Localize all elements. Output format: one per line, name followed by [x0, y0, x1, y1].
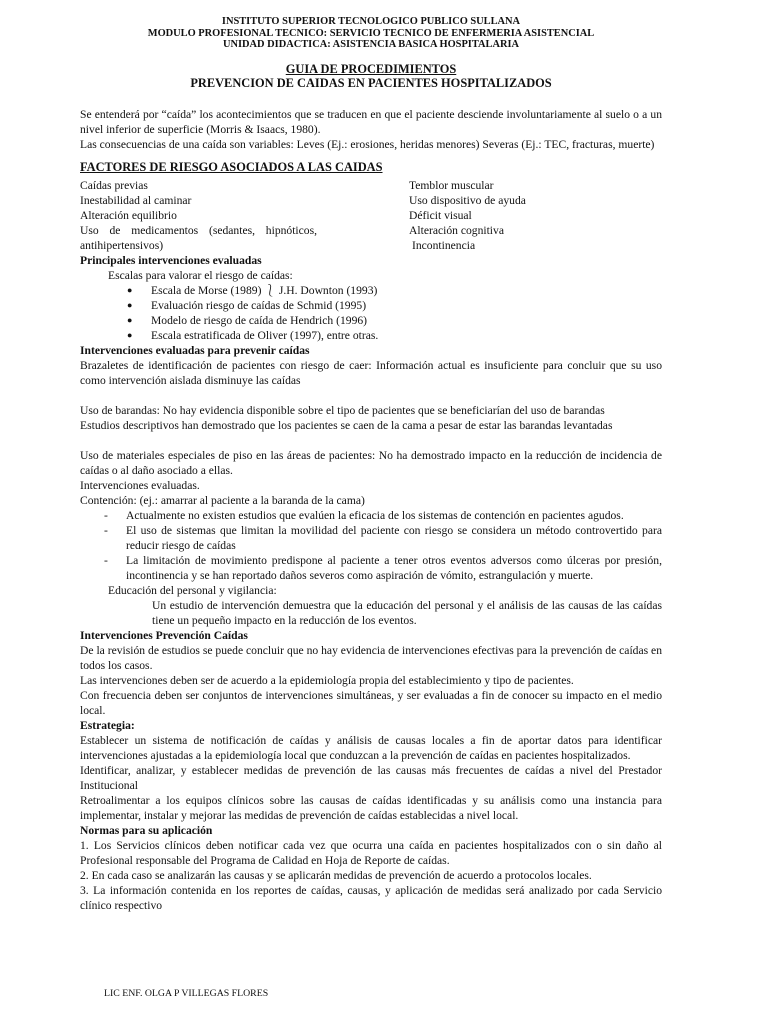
- norm-item: 1. Los Servicios clínicos deben notificar cada vez que ocurra una caída en pacientes hospitalizados con o sin daño al Profesional responsable del Programa de Calidad en Hoja de Reporte de caídas.: [80, 838, 662, 867]
- risk-factors-left-column: [80, 178, 317, 253]
- prevention-paragraph: De la revisión de estudios se puede concluir que no hay evidencia de intervenciones efectivas para la prevención de caídas en todos los casos.: [80, 643, 662, 672]
- document-title: [80, 62, 662, 91]
- prevention-paragraph: Con frecuencia deben ser conjuntos de intervenciones simultáneas, y ser evaluadas a fin de conocer su impacto en el medio local.: [80, 688, 662, 717]
- document-page: [80, 16, 662, 913]
- author-footer: LIC ENF. OLGA P VILLEGAS FLORES: [104, 988, 269, 999]
- risk-factor-item: Incontinencia: [412, 238, 476, 252]
- intro-consequences: Las consecuencias de una caída son variables: Leves (Ej.: erosiones, heridas menores) Severas (Ej.: TEC, fracturas, muerte): [80, 137, 655, 151]
- risk-factor-item: Déficit visual: [409, 208, 472, 222]
- list-item: - El uso de sistemas que limitan la movilidad del paciente con riesgo se considera un método controvertido para reducir riesgo de caídas: [104, 523, 662, 553]
- floor-materials-paragraph: Uso de materiales especiales de piso en las áreas de pacientes: No ha demostrado impacto en la reducción de incidencia de caídas o al daño asociado a ellas.: [80, 448, 662, 477]
- scales-intro: Escalas para valorar el riesgo de caídas:: [108, 268, 293, 282]
- institution-header: [80, 16, 662, 51]
- evaluated-interventions-heading: Principales intervenciones evaluadas: [80, 253, 262, 267]
- norms-heading: Normas para su aplicación: [80, 823, 213, 837]
- risk-factor-item: Uso dispositivo de ayuda: [409, 193, 526, 207]
- strategy-paragraph: Establecer un sistema de notificación de caídas y análisis de causas locales a fin de aportar datos para identificar intervenciones ajustadas a la epidemiología local que conduzcan a la prevención de caídas en pacientes hospitalizados.: [80, 733, 662, 762]
- education-paragraph: Un estudio de intervención demuestra que la educación del personal y el análisis de las causas de las caídas tiene un pequeño impacto en la reducción de los eventos.: [152, 598, 662, 627]
- header-line-institute: INSTITUTO SUPERIOR TECNOLOGICO PUBLICO SULLANA: [221, 16, 521, 27]
- strategy-heading: Estrategia:: [80, 718, 135, 732]
- list-item: ● Escala de Morse (1989) ⎱ J.H. Downton (1993): [127, 283, 662, 298]
- risk-factors-right-column: [409, 178, 662, 253]
- bed-rails-paragraph: Uso de barandas: No hay evidencia disponible sobre el tipo de pacientes que se beneficiarían del uso de barandas: [80, 403, 605, 417]
- prevent-interventions-heading: Intervenciones evaluadas para prevenir caídas: [80, 343, 310, 357]
- list-item: - La limitación de movimiento predispone al paciente a tener otros eventos adversos como úlceras por presión, incontinencia y se han reportado daños severos como aspiración de vómito, estrangulación y muerte.: [104, 553, 662, 583]
- prevention-paragraph: Las intervenciones deben ser de acuerdo a la epidemiología propia del establecimiento y tipo de pacientes.: [80, 673, 574, 687]
- intro-definition: Se entenderá por “caída” los acontecimientos que se traducen en que el paciente desciende involuntariamente al suelo o a un nivel inferior de superficie (Morris & Isaacs, 1980).: [80, 107, 662, 136]
- risk-factor-item: Temblor muscular: [409, 178, 494, 192]
- header-line-module: MODULO PROFESIONAL TECNICO: SERVICIO TECNICO DE ENFERMERIA ASISTENCIAL: [147, 27, 595, 39]
- evaluated-label: Intervenciones evaluadas.: [80, 478, 200, 492]
- risk-factors-list: [80, 178, 662, 253]
- list-item: ● Escala estratificada de Oliver (1997), entre otras.: [127, 328, 662, 343]
- prevention-interventions-heading: Intervenciones Prevención Caídas: [80, 628, 248, 642]
- bed-rails-studies-paragraph: Estudios descriptivos han demostrado que los pacientes se caen de la cama a pesar de estar las barandas levantadas: [80, 418, 613, 432]
- risk-factor-item: Caídas previas: [80, 178, 148, 192]
- risk-factor-item: Alteración cognitiva: [409, 223, 504, 237]
- risk-factor-item: Inestabilidad al caminar: [80, 193, 192, 207]
- risk-factors-heading: FACTORES DE RIESGO ASOCIADOS A LAS CAIDAS: [80, 159, 383, 174]
- strategy-paragraph: Identificar, analizar, y establecer medidas de prevención de las causas más frecuentes de caídas a nivel del Prestador Institucional: [80, 763, 662, 792]
- norm-item: 3. La información contenida en los reportes de caídas, causas, y aplicación de medidas será analizado por cada Servicio clínico respectivo: [80, 883, 662, 912]
- norm-item: 2. En cada caso se analizarán las causas y se aplicarán medidas de prevención de acuerdo a protocolos locales.: [80, 868, 592, 882]
- list-item: ● Evaluación riesgo de caídas de Schmid (1995): [127, 298, 662, 313]
- strategy-paragraph: Retroalimentar a los equipos clínicos sobre las causas de caídas identificadas y su análisis como una instancia para implementar, instalar y mejorar las medidas de prevención de caídas establecidas a nivel local.: [80, 793, 662, 822]
- header-line-unit: UNIDAD DIDACTICA: ASISTENCIA BASICA HOSPITALARIA: [223, 39, 519, 50]
- restraint-label: Contención: (ej.: amarrar al paciente a la baranda de la cama): [80, 493, 365, 507]
- restraint-list: [80, 508, 662, 583]
- list-item: - Actualmente no existen estudios que evalúen la eficacia de los sistemas de contención en pacientes agudos.: [104, 508, 662, 523]
- risk-factor-item: Alteración equilibrio: [80, 208, 177, 222]
- education-label: Educación del personal y vigilancia:: [108, 583, 277, 597]
- list-item: ● Modelo de riesgo de caída de Hendrich (1996): [127, 313, 662, 328]
- scales-list: [80, 283, 662, 343]
- title-line-guide: GUIA DE PROCEDIMIENTOS: [285, 61, 457, 76]
- bracelets-paragraph: Brazaletes de identificación de pacientes con riesgo de caer: Información actual es insuficiente para concluir que su uso como intervención aislada disminuye las caídas: [80, 358, 662, 387]
- risk-factor-item: Uso de medicamentos (sedantes, hipnóticos, antihipertensivos): [80, 223, 317, 252]
- title-line-topic: PREVENCION DE CAIDAS EN PACIENTES HOSPITALIZADOS: [190, 76, 552, 90]
